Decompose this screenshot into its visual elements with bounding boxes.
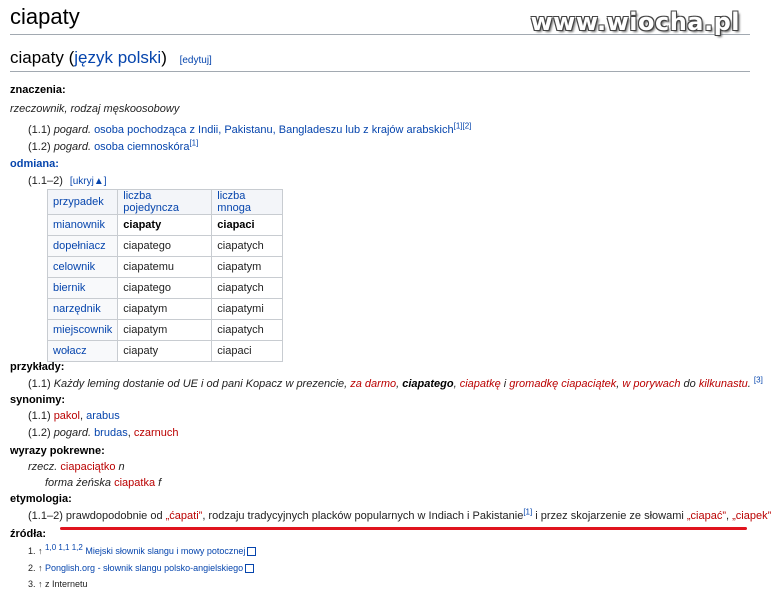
table-row: biernik ciapatego ciapatych — [48, 278, 283, 299]
reference-sup[interactable]: [1] — [189, 138, 199, 148]
heading-word: ciapaty — [10, 48, 64, 67]
part-of-speech: rzeczownik, rodzaj męskoosobowy — [10, 103, 180, 115]
edit-link[interactable]: [edytuj] — [179, 55, 212, 66]
column-header[interactable]: liczba pojedyncza — [118, 190, 212, 215]
language-link[interactable]: język polski — [74, 48, 162, 67]
reference-sup[interactable]: [3] — [753, 375, 763, 385]
synonym-link[interactable]: arabus — [86, 410, 120, 422]
highlight-underline — [60, 527, 747, 530]
column-header[interactable]: przypadek — [48, 190, 118, 215]
example-sentence: (1.1) Każdy leming dostanie od UE i od pani Kopacz w prezencie, za darmo, ciapatego, ciapatkę i gromadkę ciapaciątek, w porywach do kilkunastu. [3] — [28, 375, 763, 390]
watermark-logo: www.wiocha.pl — [530, 8, 740, 36]
section-heading: ciapaty (język polski) [edytuj] — [10, 48, 212, 67]
divider — [10, 71, 750, 72]
table-row: mianownik ciapaty ciapaci — [48, 215, 283, 236]
etymology-link[interactable]: „ciapek” — [732, 510, 771, 522]
znaczenia-label: znaczenia: — [10, 84, 66, 96]
meaning-1: (1.1) pogard. osoba pochodząca z Indii, Pakistanu, Bangladeszu lub z krajów arabskich[1][2] — [28, 121, 472, 136]
example-link[interactable]: w porywach — [622, 378, 681, 390]
table-row: dopełniacz ciapatego ciapatych — [48, 236, 283, 257]
etymology-link[interactable]: „ćapati” — [165, 510, 203, 522]
meaning-1-link[interactable]: osoba pochodząca z Indii, Pakistanu, Bangladeszu lub z krajów arabskich — [94, 124, 454, 136]
zrodla-label: źródła: — [10, 528, 47, 540]
przyklady-label: przykłady: — [10, 361, 65, 373]
source-item: 3. ↑ z Internetu — [28, 579, 88, 589]
odmiana-label — [10, 158, 59, 170]
meaning-2-link[interactable]: osoba ciemnoskóra — [94, 141, 190, 153]
declension-table — [47, 189, 283, 362]
related-1: rzecz. ciapaciątko n — [28, 461, 125, 473]
table-row: narzędnik ciapatym ciapatymi — [48, 299, 283, 320]
synonym-link[interactable]: pakol — [53, 410, 80, 422]
synonym-link[interactable]: czarnuch — [133, 427, 179, 439]
table-header-row — [48, 190, 283, 215]
hide-toggle[interactable]: [ukryj▲] — [69, 176, 107, 187]
reference-sup[interactable]: [1] — [523, 507, 533, 517]
source-link[interactable]: Miejski słownik slangu i mowy potocznej — [85, 546, 246, 556]
etymology-text: (1.1–2) prawdopodobnie od „ćapati”, rodzaju tradycyjnych placków popularnych w Indiach i Pakistanie[1] i przez skojarzenie ze słowami „ciapać”, „ciapek” — [28, 507, 771, 522]
declension-line: (1.1–2) [ukryj▲] — [28, 175, 107, 187]
synonyms-1: (1.1) pakol, arabus — [28, 410, 120, 422]
synonimy-label: synonimy: — [10, 394, 66, 406]
related-2: forma żeńska ciapatka f — [45, 477, 162, 489]
column-header[interactable]: liczba mnoga — [212, 190, 283, 215]
source-link[interactable]: Ponglish.org - słownik slangu polsko-angielskiego — [45, 563, 244, 573]
external-link-icon — [245, 564, 254, 573]
triangle-up-icon: ▲ — [93, 176, 104, 187]
etymology-link[interactable]: „ciapać” — [686, 510, 727, 522]
meaning-2: (1.2) pogard. osoba ciemnoskóra[1] — [28, 138, 199, 153]
table-row: wołacz ciapaty ciapaci — [48, 341, 283, 362]
example-link[interactable]: za darmo — [350, 378, 397, 390]
source-item: 1. ↑ $^{1,0 1,1 1,2}$ Miejski słownik slangu i mowy potocznej — [28, 546, 256, 556]
odmiana-link[interactable]: odmiana: — [10, 158, 59, 170]
table-row: celownik ciapatemu ciapatym — [48, 257, 283, 278]
etymologia-label: etymologia: — [10, 493, 72, 505]
pokrewne-label: wyrazy pokrewne: — [10, 445, 105, 457]
synonyms-2: (1.2) pogard. brudas, czarnuch — [28, 427, 179, 439]
example-link[interactable]: kilkunastu — [698, 378, 748, 390]
page-title: ciapaty — [10, 4, 80, 29]
related-link[interactable]: ciapaciątko — [60, 461, 116, 473]
related-link[interactable]: ciapatka — [114, 477, 156, 489]
synonym-link[interactable]: brudas — [94, 427, 128, 439]
source-item: 2. ↑ Ponglish.org - słownik slangu polsko-angielskiego — [28, 563, 254, 573]
reference-sup[interactable]: [1][2] — [453, 121, 472, 131]
external-link-icon — [247, 547, 256, 556]
table-row: miejscownik ciapatym ciapatych — [48, 320, 283, 341]
example-link[interactable]: gromadkę — [509, 378, 559, 390]
example-link[interactable]: ciapaciątek — [561, 378, 617, 390]
example-link[interactable]: ciapatkę — [459, 378, 501, 390]
